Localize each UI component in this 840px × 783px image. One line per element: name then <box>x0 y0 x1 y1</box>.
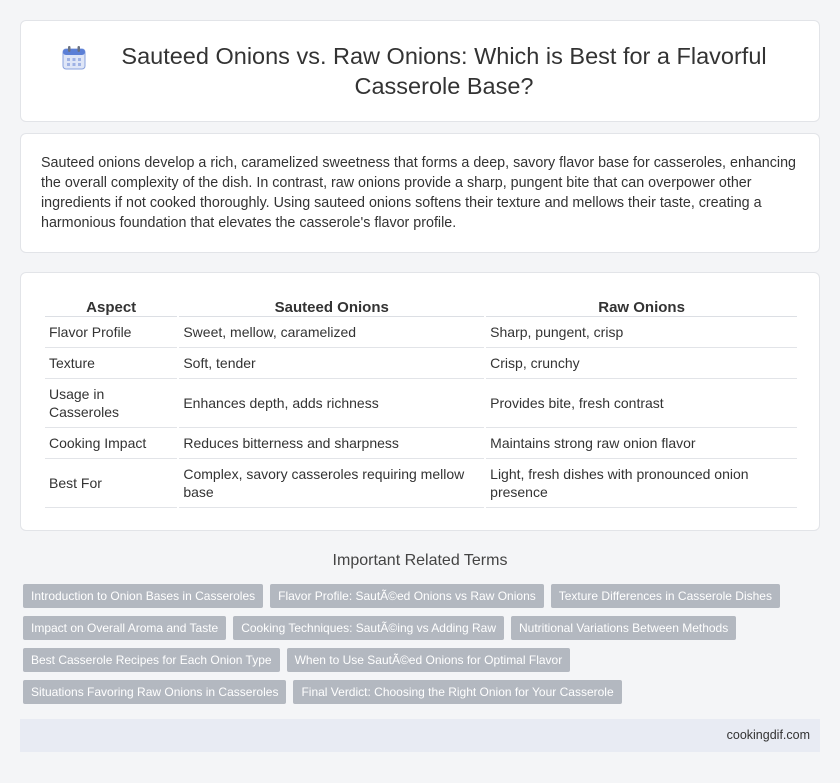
header-raw: Raw Onions <box>486 295 797 317</box>
related-tag[interactable]: Impact on Overall Aroma and Taste <box>23 616 226 640</box>
intro-paragraph: Sauteed onions develop a rich, caramelized sweetness that forms a deep, savory flavor base for casseroles, enhancing the overall complexity of the dish. In contrast, raw onions provide a sharp, pungent bite that can overpower other ingredients if not cooked thoroughly. Using sauteed onions softens their texture and mellows their taste, creating a harmonious foundation that elevates the casserole's flavor profile. <box>41 155 796 231</box>
table-cell-aspect: Usage in Casseroles <box>45 379 177 428</box>
table-row <box>45 379 797 428</box>
table-cell-sauteed: Complex, savory casseroles requiring mellow base <box>179 459 484 508</box>
related-terms-tags <box>23 584 823 712</box>
related-tag[interactable]: When to Use SautÃ©ed Onions for Optimal Flavor <box>287 648 571 672</box>
table-row <box>45 317 797 348</box>
table-row <box>45 459 797 508</box>
table-cell-aspect: Texture <box>45 348 177 379</box>
calendar-icon <box>61 45 87 71</box>
related-tag[interactable]: Flavor Profile: SautÃ©ed Onions vs Raw Onions <box>270 584 544 608</box>
header-aspect: Aspect <box>45 295 177 317</box>
tag-row <box>23 680 823 704</box>
page-title: Sauteed Onions vs. Raw Onions: Which is Best for a Flavorful Casserole Base? <box>121 43 767 99</box>
table-cell-sauteed: Sweet, mellow, caramelized <box>179 317 484 348</box>
table-cell-aspect: Best For <box>45 459 177 508</box>
comparison-table-card <box>20 272 820 531</box>
table-cell-raw: Crisp, crunchy <box>486 348 797 379</box>
related-tag[interactable]: Best Casserole Recipes for Each Onion Type <box>23 648 280 672</box>
header-sauteed: Sauteed Onions <box>179 295 484 317</box>
footer-site[interactable]: cookingdif.com <box>726 728 810 742</box>
table-cell-sauteed: Enhances depth, adds richness <box>179 379 484 428</box>
related-tag[interactable]: Situations Favoring Raw Onions in Casseroles <box>23 680 286 704</box>
header-card <box>20 20 820 122</box>
related-tag[interactable]: Texture Differences in Casserole Dishes <box>551 584 780 608</box>
table-cell-aspect: Flavor Profile <box>45 317 177 348</box>
related-terms-title: Important Related Terms <box>332 552 508 569</box>
table-cell-aspect: Cooking Impact <box>45 428 177 459</box>
table-cell-sauteed: Reduces bitterness and sharpness <box>179 428 484 459</box>
table-row <box>45 348 797 379</box>
footer <box>20 719 820 752</box>
related-tag[interactable]: Introduction to Onion Bases in Casseroles <box>23 584 263 608</box>
table-row <box>45 428 797 459</box>
tag-row <box>23 616 823 640</box>
table-cell-raw: Maintains strong raw onion flavor <box>486 428 797 459</box>
table-cell-raw: Light, fresh dishes with pronounced onion presence <box>486 459 797 508</box>
related-tag[interactable]: Nutritional Variations Between Methods <box>511 616 736 640</box>
table-header-row <box>45 295 797 317</box>
related-tag[interactable]: Final Verdict: Choosing the Right Onion for Your Casserole <box>293 680 621 704</box>
table-cell-sauteed: Soft, tender <box>179 348 484 379</box>
tag-row <box>23 648 823 672</box>
intro-card <box>20 133 820 253</box>
comparison-table <box>43 295 799 508</box>
header-inner <box>61 41 779 101</box>
tag-row <box>23 584 823 608</box>
table-cell-raw: Sharp, pungent, crisp <box>486 317 797 348</box>
related-tag[interactable]: Cooking Techniques: SautÃ©ing vs Adding Raw <box>233 616 504 640</box>
table-cell-raw: Provides bite, fresh contrast <box>486 379 797 428</box>
